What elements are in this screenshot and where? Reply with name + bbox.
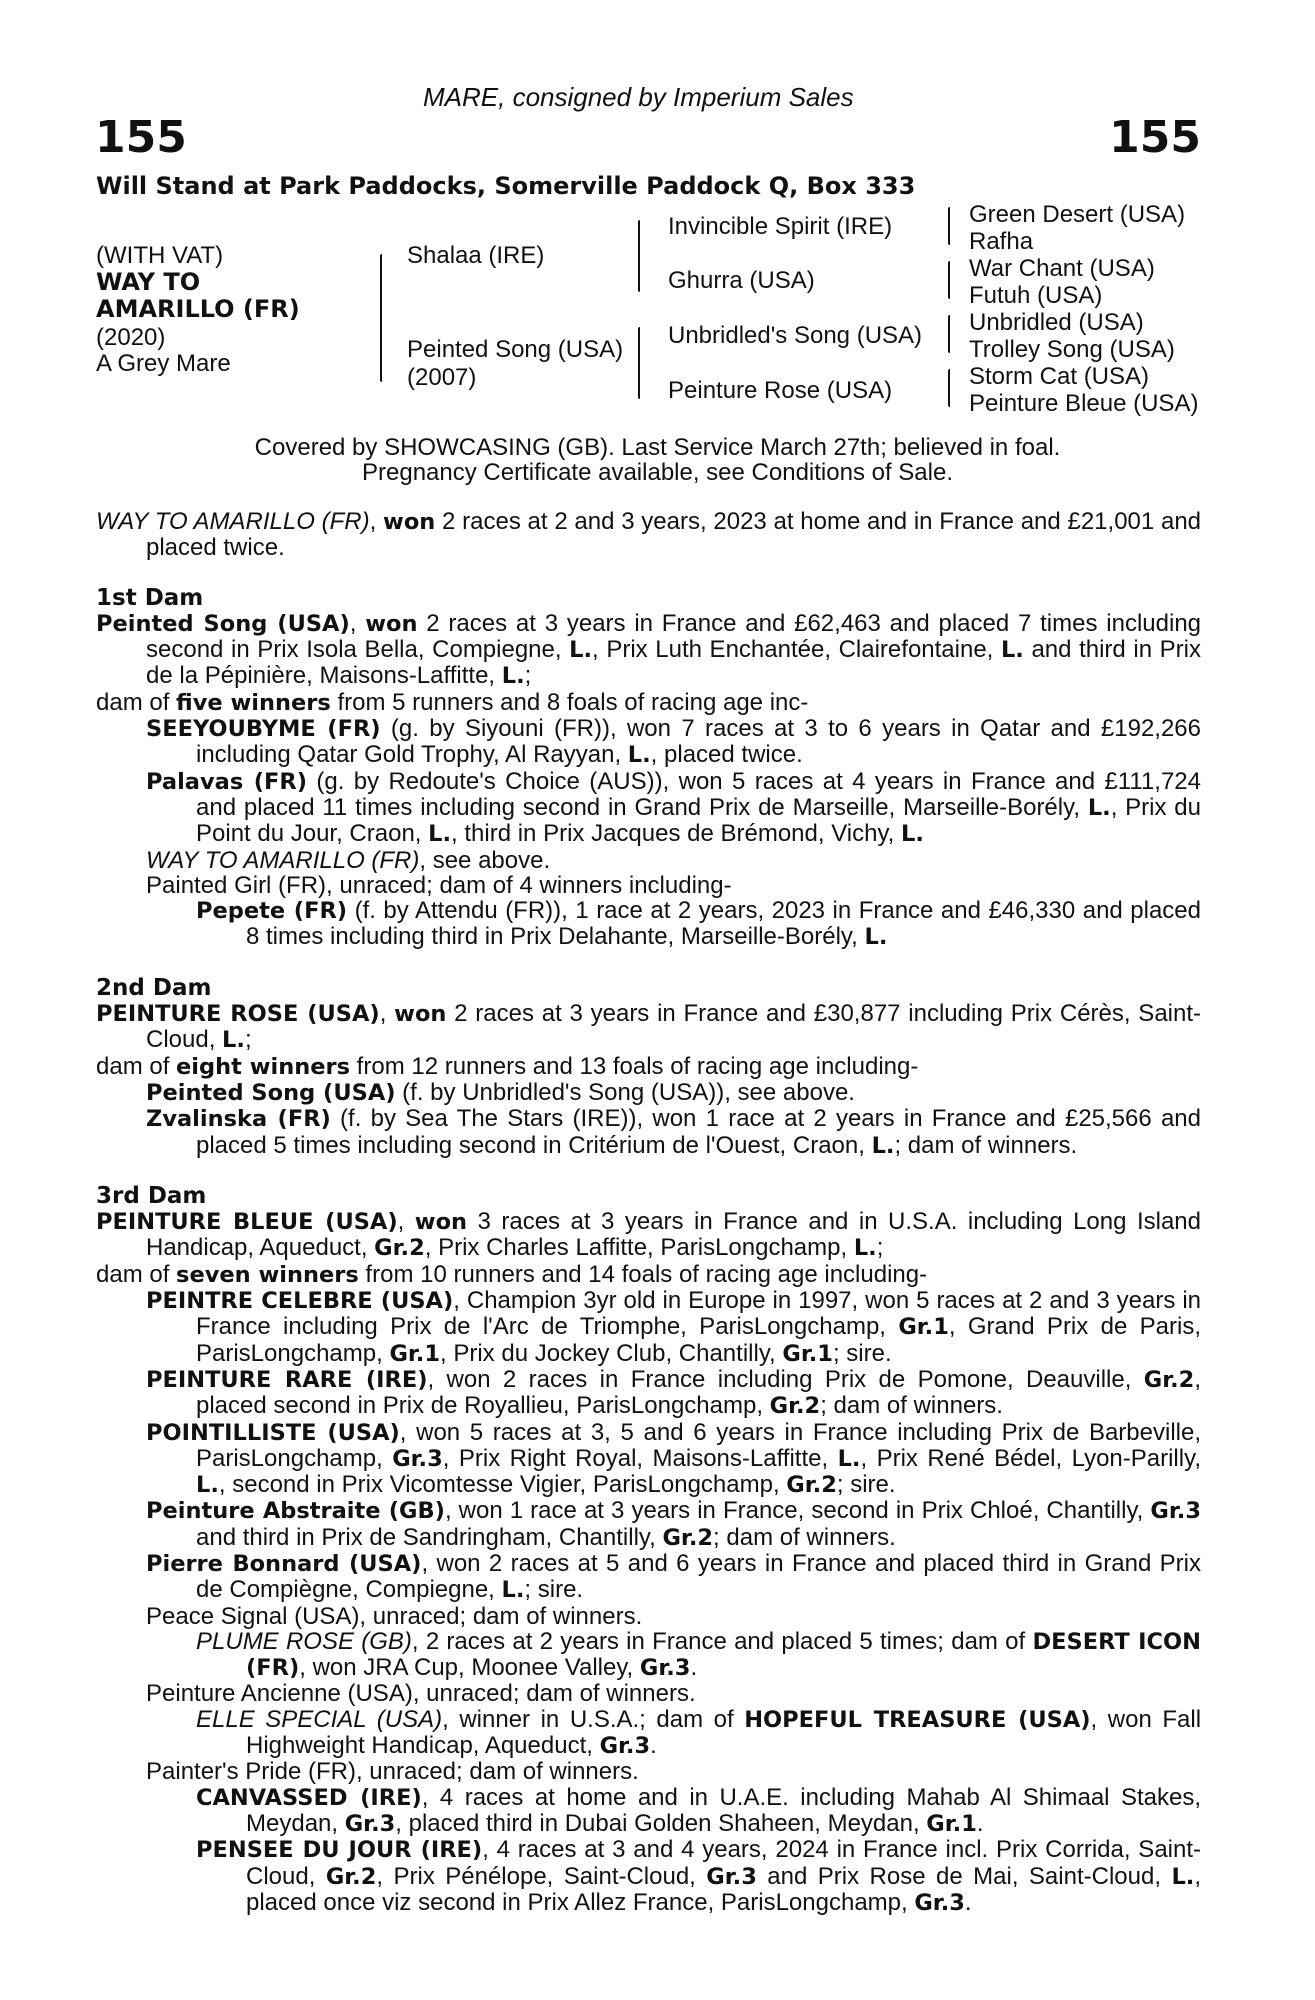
dam3-grandproduce-item: CANVASSED (IRE), 4 races at home and in U.A.E. including Mahab Al Shimaal Stakes, Meydan, Gr.3, placed third in Dubai Golden Shaheen, Meydan, Gr.1. — [196, 1783, 1201, 1837]
dam3-produce-item: Pierre Bonnard (USA), won 2 races at 5 and 6 years in France and placed third in Grand Prix de Compiègne, Compiegne, L.; sire. — [146, 1549, 1201, 1604]
won-label: won — [383, 509, 436, 535]
horse-year: (2020) — [96, 324, 166, 351]
horse-name-line1: WAY TO — [96, 268, 201, 296]
horse-description: A Grey Mare — [96, 350, 231, 377]
covering-line1: Covered by SHOWCASING (GB). Last Service March 27th; believed in foal. — [254, 434, 1061, 461]
dam2-produce-summary: dam of eight winners from 12 runners and 13 foals of racing age including- — [96, 1052, 919, 1080]
dam3-produce-summary: dam of seven winners from 10 runners and 14 foals of racing age including- — [96, 1260, 928, 1288]
pedigree-sss: Green Desert (USA) — [969, 201, 1186, 228]
section-heading-2nd-dam: 2nd Dam — [96, 974, 212, 1001]
pedigree-sire-dam: Ghurra (USA) — [668, 267, 815, 294]
dam3-grandproduce-item: PLUME ROSE (GB), 2 races at 2 years in France and placed 5 times; dam of DESERT ICON (FR), won JRA Cup, Moonee Valley, Gr.3. — [196, 1627, 1202, 1682]
pedigree-brace-dd — [948, 369, 950, 407]
dam1-produce-item: Palavas (FR) (g. by Redoute's Choice (AUS)), won 5 races at 4 years in France and £111,724 and placed 11 times including second in Grand Prix de Marseille, Marseille-Borély, L., Prix du Point du Jour, Craon, L., third in Prix Jacques de Brémond, Vichy, L. — [146, 767, 1202, 848]
dam1-grandproduce-item: Pepete (FR) (f. by Attendu (FR)), 1 race at 2 years, 2023 in France and £46,330 and placed 8 times including third in Prix Delahante, Marseille-Borély, L. — [196, 897, 1201, 951]
dam3-produce-item: POINTILLISTE (USA), won 5 races at 3, 5 and 6 years in France including Prix de Barbeville, ParisLongchamp, Gr.3, Prix Right Royal, Maisons-Laffitte, L., Prix René Bédel, Lyon-Parilly, L., second in Prix Vicomtesse Vigier, ParisLongchamp, Gr.2; sire. — [146, 1418, 1202, 1499]
dam1-produce-summary: dam of five winners from 5 runners and 8 foals of racing age inc- — [96, 688, 809, 716]
dam3-produce-item: Peinture Abstraite (GB), won 1 race at 3 years in France, second in Prix Chloé, Chantilly, Gr.3 and third in Prix de Sandringham, Chantilly, Gr.2; dam of winners. — [146, 1497, 1201, 1551]
lot-number-right: 155 — [1109, 112, 1201, 163]
dam3-produce-item: Peinture Ancienne (USA), unraced; dam of winners. — [146, 1680, 696, 1708]
pedigree-brace-ss — [948, 207, 950, 245]
summary-paragraph: WAY TO AMARILLO (FR), won 2 races at 2 and 3 years, 2023 at home and in France and £21,001 and placed twice. — [96, 508, 1202, 562]
dam3-produce-item: Painter's Pride (FR), unraced; dam of winners. — [146, 1758, 639, 1786]
stand-location: Will Stand at Park Paddocks, Somerville Paddock Q, Box 333 — [96, 172, 916, 200]
pedigree-brace-main — [380, 254, 382, 382]
pedigree-dam-sire: Unbridled's Song (USA) — [668, 322, 923, 349]
pedigree-sdd: Futuh (USA) — [969, 282, 1103, 309]
pedigree-dsd: Trolley Song (USA) — [969, 336, 1175, 363]
consignor-line: MARE, consigned by Imperium Sales — [423, 82, 854, 112]
dam3-grandproduce-item: PENSEE DU JOUR (IRE), 4 races at 3 and 4 years, 2024 in France incl. Prix Corrida, Saint-Cloud, Gr.2, Prix Pénélope, Saint-Cloud, Gr.3 and Prix Rose de Mai, Saint-Cloud, L., placed once viz second in Prix Allez France, ParisLongchamp, Gr.3. — [196, 1836, 1202, 1916]
dam3-produce-item: PEINTRE CELEBRE (USA), Champion 3yr old in Europe in 1997, won 5 races at 2 and 3 years in France including Prix de l'Arc de Triomphe, ParisLongchamp, Gr.1, Grand Prix de Paris, ParisLongchamp, Gr.1, Prix du Jockey Club, Chantilly, Gr.1; sire. — [146, 1287, 1201, 1367]
dam3-record: PEINTURE BLEUE (USA), won 3 races at 3 years in France and in U.S.A. including Long Island Handicap, Aqueduct, Gr.2, Prix Charles Laffitte, ParisLongchamp, L.; — [96, 1208, 1201, 1262]
lot-number-left: 155 — [95, 112, 187, 163]
dam1-name: Peinted Song (USA) — [96, 610, 350, 637]
dam1-produce-item: Painted Girl (FR), unraced; dam of 4 winners including- — [146, 871, 732, 899]
pedigree-brace-ds — [948, 315, 950, 353]
pedigree-dds: Storm Cat (USA) — [969, 363, 1150, 390]
dam1-record: Peinted Song (USA), won 2 races at 3 years in France and £62,463 and placed 7 times including second in Prix Isola Bella, Compiegne, L., Prix Luth Enchantée, Clairefontaine, L. and third in Prix de la Pépinière, Maisons-Laffitte, L.; — [96, 609, 1202, 690]
pedigree-brace-dam — [638, 327, 640, 399]
section-heading-3rd-dam: 3rd Dam — [96, 1182, 207, 1209]
pedigree-dam: Peinted Song (USA) — [407, 336, 624, 363]
pedigree-dss: Unbridled (USA) — [969, 309, 1144, 336]
pedigree-brace-sire — [638, 220, 640, 292]
pedigree-dam-year: (2007) — [407, 364, 477, 391]
pedigree-ssd: Rafha — [969, 228, 1034, 255]
dam3-produce-item: PEINTURE RARE (IRE), won 2 races in France including Prix de Pomone, Deauville, Gr.2, placed second in Prix de Royallieu, ParisLongchamp, Gr.2; dam of winners. — [146, 1365, 1201, 1420]
dam3-produce-item: Peace Signal (USA), unraced; dam of winners. — [146, 1602, 643, 1630]
dam1-produce-item: WAY TO AMARILLO (FR), see above. — [146, 846, 551, 874]
dam3-grandproduce-item: ELLE SPECIAL (USA), winner in U.S.A.; dam of HOPEFUL TREASURE (USA), won Fall Highweight Handicap, Aqueduct, Gr.3. — [196, 1705, 1202, 1760]
dam1-produce-item: SEEYOUBYME (FR) (g. by Siyouni (FR)), won 7 races at 3 to 6 years in Qatar and £192,266 including Qatar Gold Trophy, Al Rayyan, L., placed twice. — [146, 715, 1202, 769]
pedigree-ddd: Peinture Bleue (USA) — [969, 390, 1199, 417]
dam2-produce-item: Peinted Song (USA) (f. by Unbridled's Song (USA)), see above. — [146, 1078, 855, 1106]
dam2-name: PEINTURE ROSE (USA) — [96, 1001, 380, 1028]
pedigree-sds: War Chant (USA) — [969, 255, 1155, 282]
dam3-name: PEINTURE BLEUE (USA) — [96, 1209, 398, 1236]
section-heading-1st-dam: 1st Dam — [96, 584, 204, 611]
horse-name-line2: AMARILLO (FR) — [96, 295, 300, 323]
pedigree-dam-dam: Peinture Rose (USA) — [668, 377, 893, 404]
catalogue-body — [96, 509, 1201, 1916]
pedigree-sire-sire: Invincible Spirit (IRE) — [668, 213, 893, 240]
dam2-produce-item: Zvalinska (FR) (f. by Sea The Stars (IRE)), won 1 race at 2 years in France and £25,566 and placed 5 times including second in Critérium de l'Ouest, Craon, L.; dam of winners. — [146, 1105, 1201, 1159]
pedigree-sire: Shalaa (IRE) — [407, 242, 545, 269]
summary-horse-name: WAY TO AMARILLO (FR) — [96, 508, 370, 535]
vat-note: (WITH VAT) — [96, 242, 224, 269]
dam2-record: PEINTURE ROSE (USA), won 2 races at 3 years in France and £30,877 including Prix Cérès, Saint-Cloud, L.; — [96, 1000, 1202, 1054]
pedigree-brace-sd — [948, 261, 950, 299]
covering-line2: Pregnancy Certificate available, see Conditions of Sale. — [362, 459, 953, 486]
